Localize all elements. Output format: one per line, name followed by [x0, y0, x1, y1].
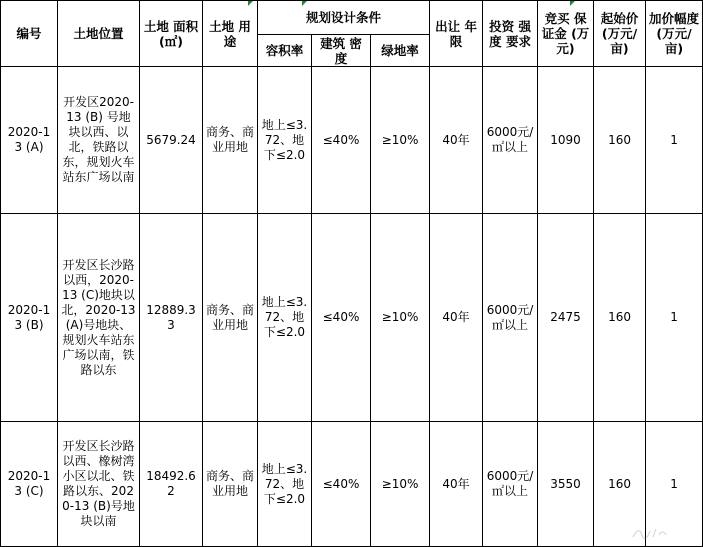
- cell-deposit: 1090: [538, 67, 594, 214]
- cell-green: ≥10%: [371, 422, 430, 547]
- cell-deposit: 2475: [538, 214, 594, 422]
- header-row-1: [1, 1, 703, 35]
- cell-term: 40年: [430, 67, 483, 214]
- cell-term: 40年: [430, 422, 483, 547]
- header-density: 建筑 密度: [312, 35, 371, 67]
- cell-investment: 6000元/㎡以上: [483, 422, 538, 547]
- cell-far: 地上≤3.72、地下≤2.0: [258, 67, 312, 214]
- header-deposit: 竞买 保证金 (万元): [538, 1, 594, 67]
- cell-id: 2020-13 (A): [1, 67, 58, 214]
- cell-deposit: 3550: [538, 422, 594, 547]
- cell-increment: 1: [646, 67, 703, 214]
- cell-increment: 1: [646, 214, 703, 422]
- cell-area: 5679.24: [140, 67, 203, 214]
- comment-marker: [570, 1, 575, 6]
- cell-use: 商务、商业用地: [203, 422, 258, 547]
- cell-investment: 6000元/㎡以上: [483, 214, 538, 422]
- header-investment: 投资 强度 要求: [483, 1, 538, 67]
- cell-far: 地上≤3.72、地下≤2.0: [258, 214, 312, 422]
- table-row: [1, 67, 703, 214]
- cell-id: 2020-13 (C): [1, 422, 58, 547]
- table-row: [1, 422, 703, 547]
- cell-start-price: 160: [594, 67, 646, 214]
- cell-far: 地上≤3.72、地下≤2.0: [258, 422, 312, 547]
- cell-start-price: 160: [594, 422, 646, 547]
- cell-location: 开发区长沙路以西、橡树湾小区以北、铁路以东、2020-13 (B)号地块以南: [58, 422, 140, 547]
- header-use: 土地 用途: [203, 1, 258, 67]
- comment-marker: [248, 1, 253, 6]
- comment-marker: [302, 1, 307, 6]
- cell-density: ≤40%: [312, 214, 371, 422]
- cell-location: 开发区2020-13 (B) 号地块以西、以北，铁路以东，规划火车站东广场以南: [58, 67, 140, 214]
- header-term: 出让 年限: [430, 1, 483, 67]
- cell-location: 开发区长沙路以西，2020-13 (C)地块以北，2020-13 (A)号地块、规划火车站东广场以南，铁路以东: [58, 214, 140, 422]
- cell-investment: 6000元/㎡以上: [483, 67, 538, 214]
- cell-use: 商务、商业用地: [203, 67, 258, 214]
- header-planning: 规划设计条件: [258, 1, 430, 35]
- header-start-price: 起始价 (万元/ 亩): [594, 1, 646, 67]
- cell-use: 商务、商业用地: [203, 214, 258, 422]
- header-far: 容积率: [258, 35, 312, 67]
- header-id: 编号: [1, 1, 58, 67]
- cell-green: ≥10%: [371, 67, 430, 214]
- cell-area: 18492.62: [140, 422, 203, 547]
- cell-area: 12889.33: [140, 214, 203, 422]
- header-green: 绿地率: [371, 35, 430, 67]
- header-area: 土地 面积(㎡): [140, 1, 203, 67]
- watermark-signature: [631, 525, 671, 541]
- header-increment: 加价幅度 (万元/ 亩): [646, 1, 703, 67]
- cell-increment: 1: [646, 422, 703, 547]
- cell-density: ≤40%: [312, 67, 371, 214]
- cell-density: ≤40%: [312, 422, 371, 547]
- cell-id: 2020-13 (B): [1, 214, 58, 422]
- cell-start-price: 160: [594, 214, 646, 422]
- table-row: [1, 214, 703, 422]
- cell-green: ≥10%: [371, 214, 430, 422]
- header-location: 土地位置: [58, 1, 140, 67]
- cell-term: 40年: [430, 214, 483, 422]
